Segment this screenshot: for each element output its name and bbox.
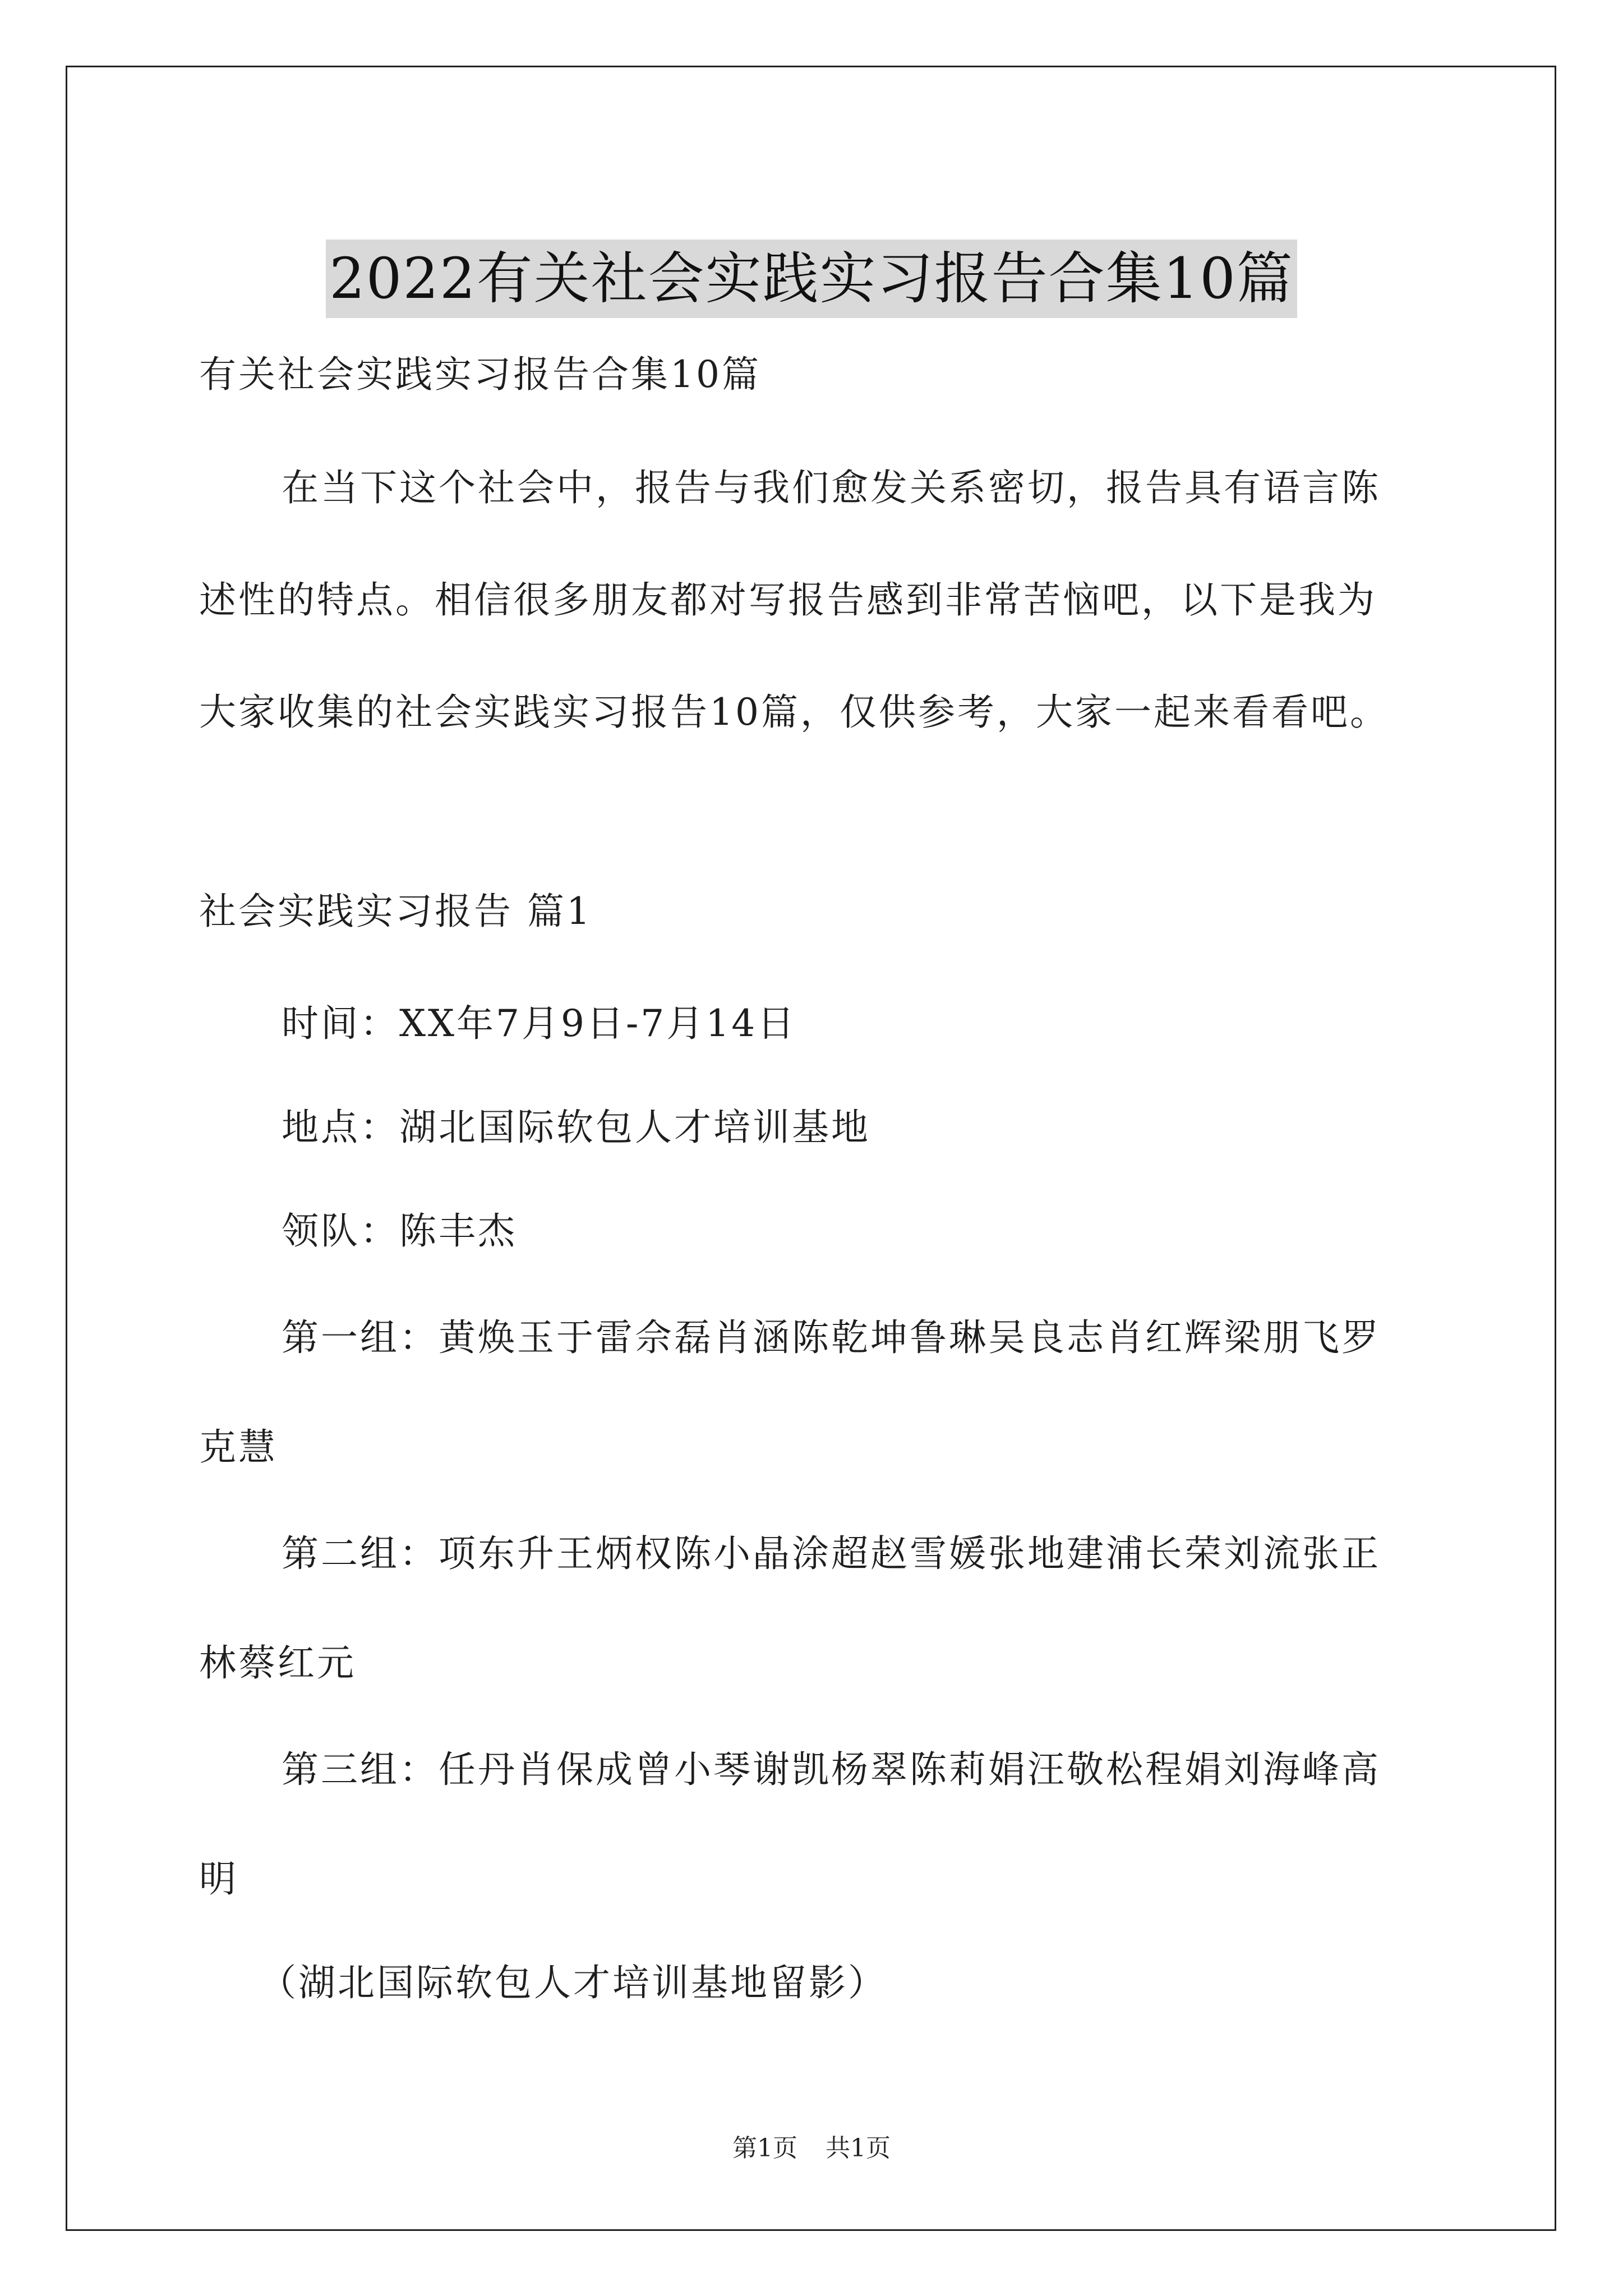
group-2-line-2: 林蔡红元 xyxy=(199,1641,356,1685)
intro-line-3: 大家收集的社会实践实习报告10篇，仅供参考，大家一起来看看吧。 xyxy=(199,691,1389,734)
intro-line-2: 述性的特点。相信很多朋友都对写报告感到非常苦恼吧，以下是我为 xyxy=(199,578,1377,622)
detail-place: 地点：湖北国际软包人才培训基地 xyxy=(282,1106,870,1149)
section-heading: 社会实践实习报告 篇1 xyxy=(199,890,592,933)
group-3-line-2: 明 xyxy=(199,1857,238,1901)
document-subtitle: 有关社会实践实习报告合集10篇 xyxy=(199,353,761,396)
group-1-line-2: 克慧 xyxy=(199,1425,278,1469)
document-title: 2022有关社会实践实习报告合集10篇 xyxy=(326,240,1297,318)
detail-leader: 领队：陈丰杰 xyxy=(282,1209,517,1253)
page-footer xyxy=(0,2132,1623,2165)
group-1-line-1: 第一组：黄焕玉于雷佘磊肖涵陈乾坤鲁琳吴良志肖红辉梁朋飞罗 xyxy=(282,1316,1381,1359)
detail-time: 时间：XX年7月9日-7月14日 xyxy=(282,1002,797,1045)
page-number-current: 第1页 xyxy=(732,2134,797,2162)
group-3-line-1: 第三组：任丹肖保成曾小琴谢凯杨翠陈莉娟汪敬松程娟刘海峰高 xyxy=(282,1748,1381,1791)
intro-line-1: 在当下这个社会中，报告与我们愈发关系密切，报告具有语言陈 xyxy=(282,466,1381,509)
group-2-line-1: 第二组：项东升王炳权陈小晶涂超赵雪媛张地建浦长荣刘流张正 xyxy=(282,1532,1381,1575)
photo-caption: （湖北国际软包人才培训基地留影） xyxy=(259,1961,887,2004)
title-wrapper xyxy=(0,202,1623,356)
page-number-total: 共1页 xyxy=(826,2134,891,2162)
